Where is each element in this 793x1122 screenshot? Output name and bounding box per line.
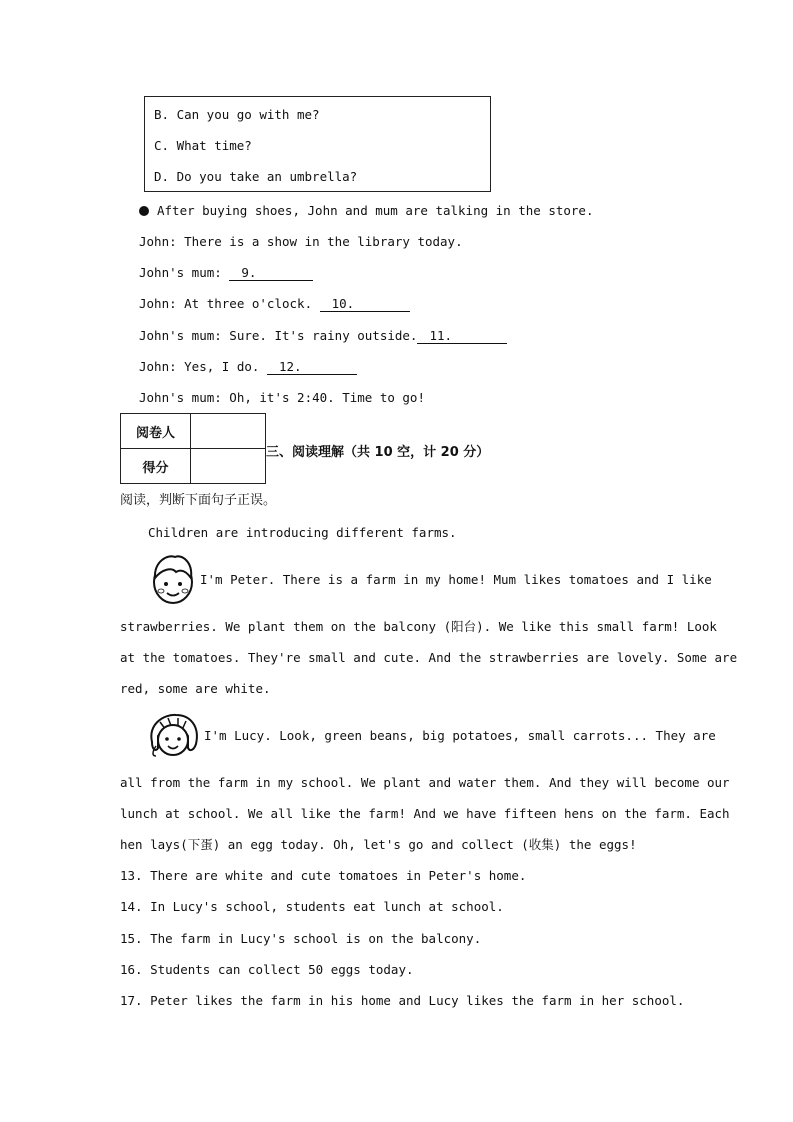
peter-line-2: strawberries. We plant them on the balcony (阳台). We like this small farm! Look bbox=[120, 619, 717, 634]
option-c: C. What time? bbox=[154, 138, 252, 153]
answer-blank-10[interactable]: 10. bbox=[320, 297, 410, 312]
dialogue-line-6: John's mum: Oh, it's 2:40. Time to go! bbox=[139, 390, 425, 405]
question-13: 13. There are white and cute tomatoes in Peter's home. bbox=[120, 868, 527, 883]
dialogue-line-5: John: Yes, I do. 12. bbox=[139, 359, 357, 375]
question-14: 14. In Lucy's school, students eat lunch at school. bbox=[120, 899, 504, 914]
lucy-line-3: lunch at school. We all like the farm! And we have fifteen hens on the farm. Each bbox=[120, 806, 730, 821]
lucy-line-1: I'm Lucy. Look, green beans, big potatoes, small carrots... They are bbox=[204, 728, 716, 743]
question-16: 16. Students can collect 50 eggs today. bbox=[120, 962, 414, 977]
girl-avatar-icon bbox=[146, 712, 202, 758]
score-cell[interactable] bbox=[191, 449, 266, 484]
dialogue-line-3: John: At three o'clock. 10. bbox=[139, 296, 410, 312]
peter-line-1: I'm Peter. There is a farm in my home! Mum likes tomatoes and I like bbox=[200, 572, 712, 587]
option-d: D. Do you take an umbrella? bbox=[154, 169, 358, 184]
boy-avatar-icon bbox=[148, 551, 198, 607]
score-label: 得分 bbox=[121, 449, 191, 484]
dialogue-intro: After buying shoes, John and mum are talking in the store. bbox=[139, 203, 594, 219]
instruction: 阅读，判断下面句子正误。 bbox=[120, 493, 277, 508]
peter-line-4: red, some are white. bbox=[120, 681, 271, 696]
bullet-icon bbox=[139, 206, 149, 216]
answer-blank-12[interactable]: 12. bbox=[267, 360, 357, 375]
option-b: B. Can you go with me? bbox=[154, 107, 320, 122]
passage-intro: Children are introducing different farms. bbox=[148, 525, 457, 540]
dialogue-line-2: John's mum: 9. bbox=[139, 265, 313, 281]
lucy-line-4: hen lays(下蛋) an egg today. Oh, let's go and collect (收集) the eggs! bbox=[120, 837, 637, 852]
grader-cell[interactable] bbox=[191, 414, 266, 449]
lucy-line-2: all from the farm in my school. We plant and water them. And they will become our bbox=[120, 775, 730, 790]
score-table bbox=[120, 413, 266, 484]
answer-blank-9[interactable]: 9. bbox=[229, 266, 313, 281]
answer-blank-11[interactable]: 11. bbox=[417, 329, 507, 344]
grader-label: 阅卷人 bbox=[121, 414, 191, 449]
dialogue-line-1: John: There is a show in the library today. bbox=[139, 234, 463, 249]
question-17: 17. Peter likes the farm in his home and Lucy likes the farm in her school. bbox=[120, 993, 685, 1008]
peter-line-3: at the tomatoes. They're small and cute. And the strawberries are lovely. Some are bbox=[120, 650, 738, 665]
section-title: 三、阅读理解（共 10 空，计 20 分） bbox=[266, 445, 490, 460]
dialogue-line-4: John's mum: Sure. It's rainy outside. 11. bbox=[139, 328, 507, 344]
question-15: 15. The farm in Lucy's school is on the balcony. bbox=[120, 931, 482, 946]
